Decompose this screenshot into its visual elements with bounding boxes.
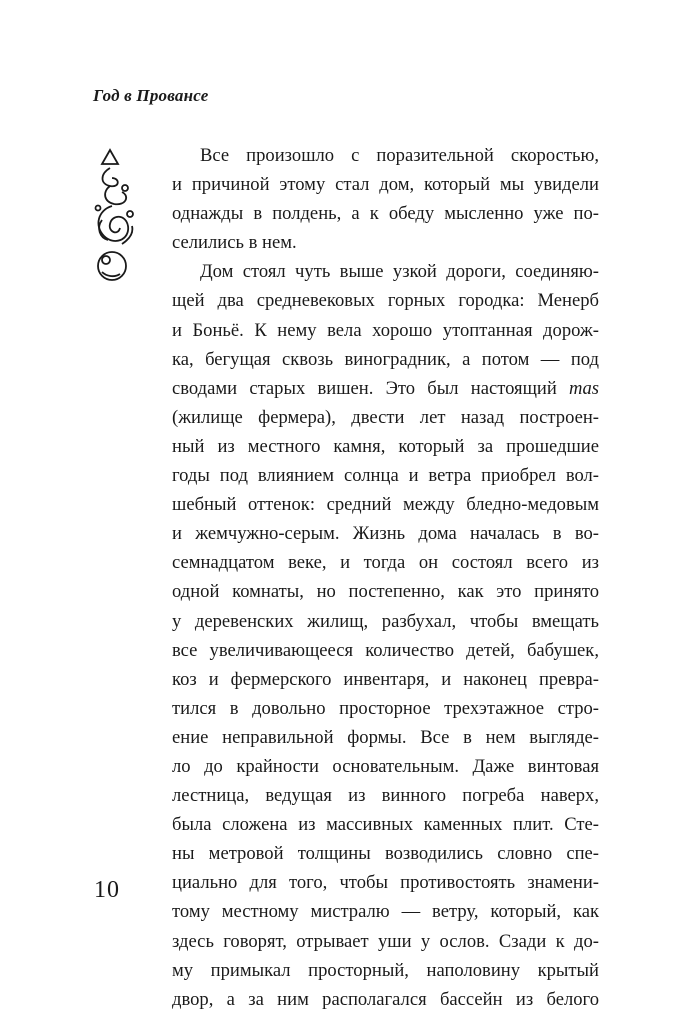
text-line: селились в нем. [172,232,297,254]
text-line: ка, бегущая сквозь виноградник, а потом — под [172,348,599,370]
paragraph-2 [172,257,599,1013]
text-line: Дом стоял чуть выше узкой дороги, соединяю- [200,261,599,283]
text-line: и Боньё. К нему вела хорошо утоптанная дорож- [172,319,599,341]
text-line: ный из местного камня, который за прошедшие [172,435,599,457]
text-line: циально для того, чтобы противостоять знамени- [172,872,599,894]
text-line: щей два средневековых горных городка: Менерб [172,290,599,312]
text-line: годы под влиянием солнца и ветра приобрел вол- [172,465,599,487]
text-line: му примыкал просторный, наполовину крытый [172,959,599,981]
text-line: одной комнаты, но постепенно, как это принято [172,581,599,603]
text-line: ение неправильной формы. Все в нем выгляде- [172,726,599,748]
text-line: Все произошло с поразительной скоростью, [200,145,599,166]
text-line: семнадцатом веке, и тогда он состоял всего из [172,552,599,574]
text-line: ны метровой толщины возводились словно спе- [172,843,599,865]
text-line: (жилище фермера), двести лет назад построен- [172,406,599,428]
page-number: 10 [94,877,120,903]
text-line: тому местному мистралю — ветру, который, как [172,901,599,923]
paragraph-1 [172,141,599,257]
text-line: была сложена из массивных каменных плит. Сте- [172,814,599,836]
text-line: однажды в полдень, а к обеду мысленно уже по- [172,203,599,225]
text-line: шебный оттенок: средний между бледно-медовым [172,494,599,516]
text-line: и жемчужно-серым. Жизнь дома началась в во- [172,523,599,545]
text-line: коз и фермерского инвентаря, и наконец превра- [172,668,599,690]
text-line: двор, а за ним располагался бассейн из белого [172,988,599,1010]
body-text [172,141,599,1014]
text-line: и причиной этому стал дом, который мы увидели [172,174,599,196]
text-line: лестница, ведущая из винного погреба наверх, [172,785,599,807]
text-line: у деревенских жилищ, разбухал, чтобы вмещать [172,610,599,632]
text-line: сводами старых вишен. Это был настоящий mas [172,377,599,399]
text-line: здесь говорят, отрывает уши у ослов. Сзади к до- [172,930,599,952]
decorative-flourish-icon [92,148,142,288]
text-line: все увеличивающееся количество детей, бабушек, [172,639,599,661]
text-line: ло до крайности основательным. Даже винтовая [172,755,599,777]
text-line: тился в довольно просторное трехэтажное стро- [172,697,599,719]
running-title: Год в Провансе [93,86,209,105]
